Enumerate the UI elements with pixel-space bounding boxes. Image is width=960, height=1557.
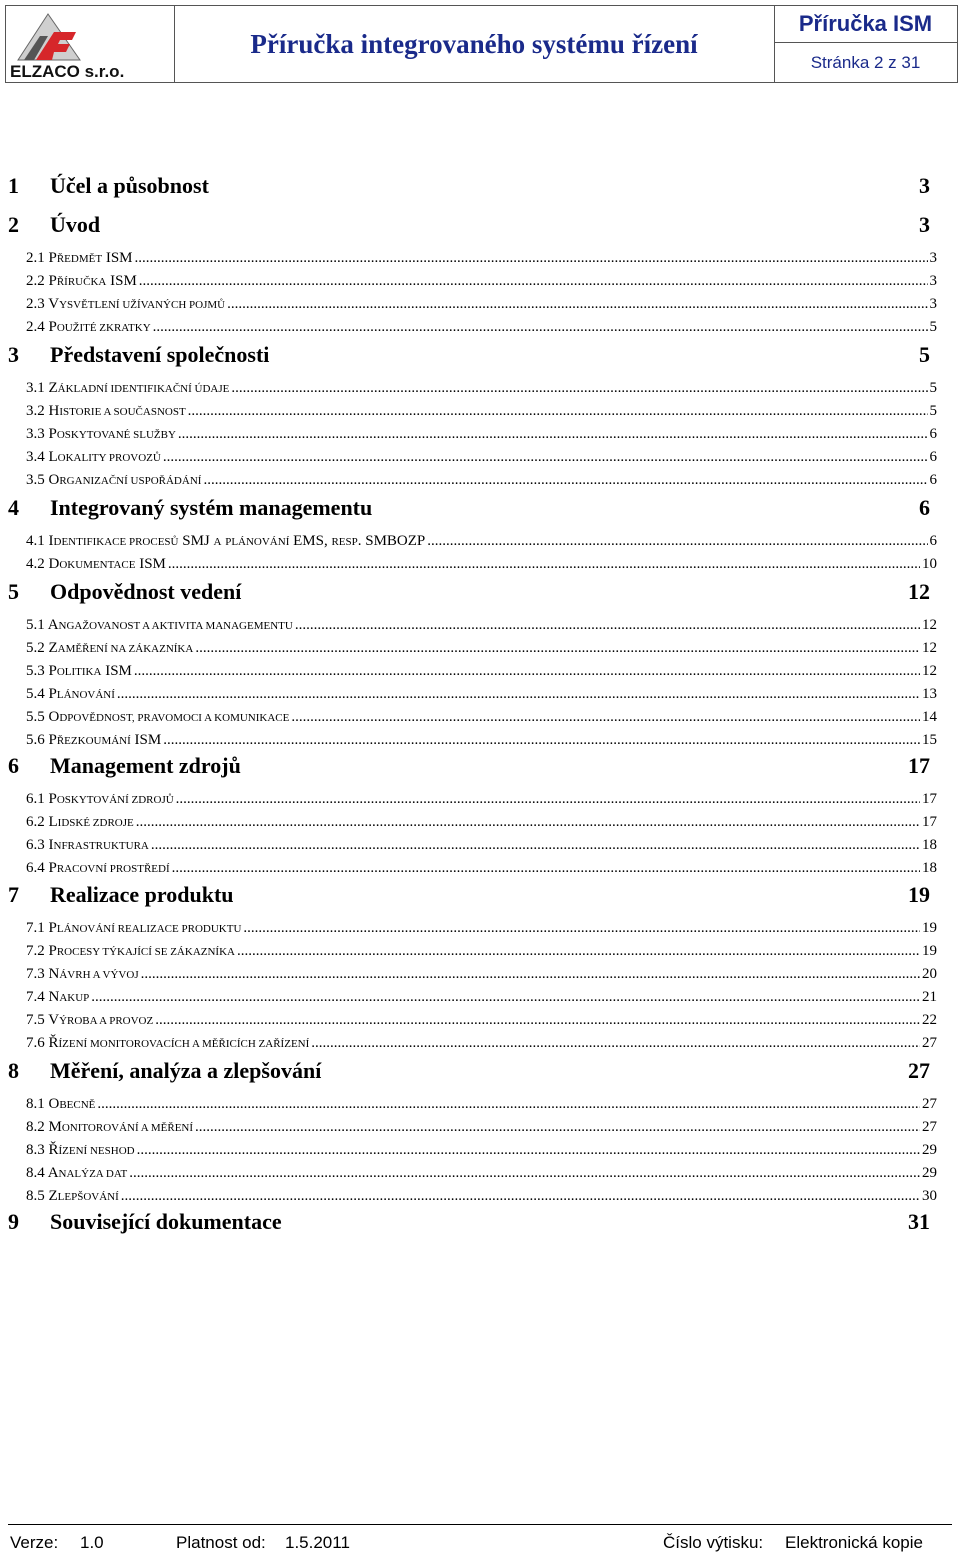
- section-page: 19: [922, 920, 937, 936]
- section-number: 2.4: [26, 319, 45, 335]
- section-number: 8.5: [26, 1188, 45, 1204]
- section-number: 3.1: [26, 380, 45, 396]
- section-title: ŘEZKOUMÁNÍ: [56, 735, 131, 747]
- section-title: LÁNOVÁNÍ: [56, 689, 115, 701]
- section-title: YSVĚTLENÍ UŽÍVANÝCH POJMŮ: [59, 299, 226, 311]
- toc-section[interactable]: [26, 1116, 937, 1138]
- section-label: [26, 660, 132, 682]
- dot-leader: [427, 530, 927, 552]
- page-number-info: Stránka 2 z 31: [810, 52, 921, 72]
- section-number: 6.4: [26, 860, 45, 876]
- section-number: 5.4: [26, 686, 45, 702]
- toc-section[interactable]: [26, 1093, 937, 1115]
- section-label: [26, 1093, 95, 1115]
- section-page: 12: [922, 617, 937, 633]
- section-title-initial: P: [48, 663, 57, 679]
- section-label: [26, 270, 137, 292]
- chapter-page: 12: [908, 579, 930, 604]
- toc-chapter[interactable]: [8, 492, 936, 524]
- section-number: 5.3: [26, 663, 45, 679]
- section-title-initial: Z: [48, 1188, 58, 1204]
- toc-section[interactable]: [26, 446, 937, 468]
- toc-chapter[interactable]: [8, 339, 936, 371]
- chapter-title: Měření, analýza a zlepšování: [50, 1058, 322, 1083]
- section-title: IDSKÉ ZDROJE: [57, 817, 134, 829]
- toc-chapter[interactable]: [8, 1206, 936, 1238]
- section-title-initial: A: [47, 1165, 59, 1181]
- section-label: [26, 963, 139, 985]
- section-page: 27: [922, 1119, 937, 1135]
- section-title-initial: D: [48, 556, 60, 572]
- chapter-title: Představení společnosti: [50, 342, 270, 367]
- section-title-initial: N: [48, 966, 60, 982]
- chapter-number: 5: [8, 579, 19, 604]
- toc-section[interactable]: [26, 423, 937, 445]
- dot-leader: [135, 247, 928, 269]
- section-label: [26, 400, 186, 422]
- section-title: LÁNOVÁNÍ REALIZACE PRODUKTU: [56, 923, 242, 935]
- section-number: 3.4: [26, 449, 45, 465]
- section-page: 6: [929, 449, 937, 465]
- section-number: 7.5: [26, 1012, 45, 1028]
- section-title-initial: H: [48, 403, 60, 419]
- section-title: RACOVNÍ PROSTŘEDÍ: [56, 863, 170, 875]
- section-page: 19: [922, 943, 937, 959]
- section-title-initial: L: [48, 449, 58, 465]
- section-label: [26, 553, 166, 575]
- page-header: [5, 5, 958, 83]
- section-title-initial: P: [48, 943, 57, 959]
- chapter-page: 6: [919, 495, 930, 520]
- section-page: 10: [922, 556, 937, 572]
- section-number: 2.3: [26, 296, 45, 312]
- section-title-initial: Ř: [48, 1035, 59, 1051]
- section-number: 5.1: [26, 617, 45, 633]
- toc-section[interactable]: [26, 1032, 937, 1054]
- chapter-title: Odpovědnost vedení: [50, 579, 242, 604]
- section-number: 7.1: [26, 920, 45, 936]
- elzaco-logo-icon: [14, 10, 84, 66]
- section-label: [26, 788, 174, 810]
- section-label: [26, 377, 229, 399]
- company-name: ELZACO s.r.o.: [10, 62, 125, 81]
- section-title-initial: I: [48, 837, 54, 853]
- dot-leader: [136, 811, 920, 833]
- validity-label: Platnost od:: [176, 1533, 266, 1552]
- toc-chapter[interactable]: [8, 170, 936, 202]
- section-title: AMĚŘENÍ NA ZÁKAZNÍKA: [57, 643, 194, 655]
- section-title: AKUP: [59, 992, 90, 1004]
- section-page: 14: [922, 709, 937, 725]
- section-title: ÍZENÍ NESHOD: [58, 1145, 135, 1157]
- section-label: [26, 706, 289, 728]
- section-title-initial: V: [48, 296, 60, 312]
- section-number: 4.1: [26, 533, 45, 549]
- section-label: [26, 247, 133, 269]
- section-title-initial: P: [48, 791, 57, 807]
- dot-leader: [243, 917, 920, 939]
- version-value: 1.0: [80, 1533, 104, 1552]
- toc-section[interactable]: [26, 293, 937, 315]
- chapter-number: 3: [8, 342, 19, 367]
- section-page: 27: [922, 1035, 937, 1051]
- section-label: [26, 1032, 309, 1054]
- section-title-initial: O: [48, 472, 60, 488]
- section-number: 8.4: [26, 1165, 45, 1181]
- toc-section[interactable]: [26, 660, 937, 682]
- section-title-initial: P: [48, 426, 57, 442]
- toc-section[interactable]: [26, 1162, 937, 1184]
- section-page: 3: [929, 273, 937, 289]
- section-label: [26, 530, 425, 552]
- copy-number-value: Elektronická kopie: [785, 1533, 923, 1552]
- section-title: ŘÍRUČKA: [56, 276, 107, 288]
- section-label: [26, 940, 235, 962]
- section-page: 5: [929, 380, 937, 396]
- dot-leader: [134, 660, 920, 682]
- chapter-page: 5: [919, 342, 930, 367]
- toc-chapter[interactable]: [8, 750, 936, 782]
- dot-leader: [137, 1139, 920, 1161]
- toc-section[interactable]: [26, 811, 937, 833]
- section-title-tail: ISM: [102, 250, 133, 266]
- chapter-title: Management zdrojů: [50, 753, 241, 778]
- section-label: [26, 729, 161, 751]
- section-page: 17: [922, 791, 937, 807]
- chapter-title: Úvod: [50, 212, 101, 237]
- footer-divider: [8, 1524, 952, 1525]
- chapter-page: 3: [919, 212, 930, 237]
- dot-leader: [295, 614, 920, 636]
- chapter-number: 6: [8, 753, 19, 778]
- section-number: 7.2: [26, 943, 45, 959]
- section-page: 22: [922, 1012, 937, 1028]
- toc-section[interactable]: [26, 788, 937, 810]
- dot-leader: [163, 446, 928, 468]
- toc-section[interactable]: [26, 940, 937, 962]
- toc-section[interactable]: [26, 729, 937, 751]
- section-title: ÍZENÍ MONITOROVACÍCH A MĚŘICÍCH ZAŘÍZENÍ: [58, 1038, 310, 1050]
- section-title-tail: ISM: [135, 556, 166, 572]
- section-title: ÁKLADNÍ IDENTIFIKAČNÍ ÚDAJE: [57, 383, 230, 395]
- section-number: 3.3: [26, 426, 45, 442]
- section-page: 6: [929, 472, 937, 488]
- section-page: 29: [922, 1165, 937, 1181]
- section-page: 3: [929, 296, 937, 312]
- section-page: 21: [922, 989, 937, 1005]
- section-title: RGANIZAČNÍ USPOŘÁDÁNÍ: [59, 475, 202, 487]
- section-title: BECNĚ: [59, 1099, 96, 1111]
- section-page: 6: [929, 426, 937, 442]
- dot-leader: [311, 1032, 920, 1054]
- dot-leader: [178, 423, 928, 445]
- section-title-initial: P: [48, 860, 57, 876]
- toc-section[interactable]: [26, 683, 937, 705]
- dot-leader: [91, 986, 920, 1008]
- section-number: 7.6: [26, 1035, 45, 1051]
- dot-leader: [163, 729, 920, 751]
- section-number: 3.5: [26, 472, 45, 488]
- section-label: [26, 1162, 127, 1184]
- section-page: 17: [922, 814, 937, 830]
- document-title: Příručka integrovaného systému řízení: [174, 6, 775, 82]
- section-number: 6.3: [26, 837, 45, 853]
- toc-section[interactable]: [26, 857, 937, 879]
- dot-leader: [176, 788, 920, 810]
- section-label: [26, 857, 170, 879]
- dot-leader: [155, 1009, 920, 1031]
- chapter-number: 8: [8, 1058, 19, 1083]
- section-title: OUŽITÉ ZKRATKY: [56, 322, 151, 334]
- section-label: [26, 683, 115, 705]
- section-title-tail: SMJ a plánování EMS, resp. SMBOZP: [178, 533, 426, 549]
- section-number: 6.1: [26, 791, 45, 807]
- section-title: LEPŠOVÁNÍ: [57, 1191, 119, 1203]
- dot-leader: [97, 1093, 920, 1115]
- section-label: [26, 986, 89, 1008]
- dot-leader: [227, 293, 927, 315]
- toc-chapter[interactable]: [8, 209, 936, 241]
- toc-section[interactable]: [26, 1185, 937, 1207]
- section-number: 3.2: [26, 403, 45, 419]
- section-title: ROCESY TÝKAJÍCÍ SE ZÁKAZNÍKA: [56, 946, 235, 958]
- toc-section[interactable]: [26, 637, 937, 659]
- section-title: NGAŽOVANOST A AKTIVITA MANAGEMENTU: [58, 620, 293, 632]
- section-page: 13: [922, 686, 937, 702]
- section-title: ISTORIE A SOUČASNOST: [59, 406, 186, 418]
- dot-leader: [195, 1116, 920, 1138]
- section-title-initial: I: [48, 533, 54, 549]
- section-title-initial: O: [48, 1096, 60, 1112]
- section-page: 6: [929, 533, 937, 549]
- dot-leader: [237, 940, 920, 962]
- section-title-initial: P: [48, 686, 57, 702]
- section-page: 30: [922, 1188, 937, 1204]
- toc-section[interactable]: [26, 270, 937, 292]
- section-title-initial: L: [48, 814, 58, 830]
- dot-leader: [195, 637, 920, 659]
- section-title: OSKYTOVANÉ SLUŽBY: [56, 429, 176, 441]
- section-title: NALÝZA DAT: [58, 1168, 128, 1180]
- section-title-initial: V: [48, 1012, 60, 1028]
- toc-section[interactable]: [26, 400, 937, 422]
- section-page: 29: [922, 1142, 937, 1158]
- section-title: OSKYTOVÁNÍ ZDROJŮ: [56, 794, 174, 806]
- toc-section[interactable]: [26, 553, 937, 575]
- toc-section[interactable]: [26, 530, 937, 552]
- chapter-page: 17: [908, 753, 930, 778]
- section-page: 5: [929, 403, 937, 419]
- copy-number-label: Číslo výtisku:: [663, 1533, 764, 1552]
- section-label: [26, 917, 241, 939]
- section-title: OKALITY PROVOZŮ: [57, 452, 161, 464]
- document-short-title: Příručka ISM: [774, 6, 957, 43]
- section-number: 5.5: [26, 709, 45, 725]
- section-page: 18: [922, 860, 937, 876]
- chapter-number: 7: [8, 882, 19, 907]
- dot-leader: [151, 834, 920, 856]
- chapter-title: Integrovaný systém managementu: [50, 495, 373, 520]
- section-number: 4.2: [26, 556, 45, 572]
- section-page: 3: [929, 250, 937, 266]
- section-label: [26, 1116, 193, 1138]
- chapter-title: Účel a působnost: [50, 173, 209, 198]
- section-title-initial: Z: [48, 640, 58, 656]
- dot-leader: [172, 857, 920, 879]
- section-page: 18: [922, 837, 937, 853]
- section-title-initial: A: [47, 617, 59, 633]
- toc-section[interactable]: [26, 1139, 937, 1161]
- dot-leader: [203, 469, 927, 491]
- version-label: Verze:: [10, 1533, 59, 1552]
- chapter-title: Související dokumentace: [50, 1209, 282, 1234]
- section-title-tail: ISM: [130, 732, 162, 748]
- section-title: ONITOROVÁNÍ A MĚŘENÍ: [61, 1122, 194, 1134]
- chapter-number: 2: [8, 212, 19, 237]
- chapter-title: Realizace produktu: [50, 882, 234, 907]
- dot-leader: [141, 963, 920, 985]
- section-number: 6.2: [26, 814, 45, 830]
- chapter-number: 1: [8, 173, 19, 198]
- company-logo: [6, 6, 175, 82]
- section-number: 2.1: [26, 250, 45, 266]
- section-page: 12: [922, 663, 937, 679]
- dot-leader: [121, 1185, 920, 1207]
- chapter-page: 31: [908, 1209, 930, 1234]
- section-number: 2.2: [26, 273, 45, 289]
- section-label: [26, 811, 134, 833]
- section-title: ŘEDMĚT: [56, 253, 103, 265]
- section-title: OKUMENTACE: [59, 559, 136, 571]
- section-page: 5: [929, 319, 937, 335]
- section-title-initial: P: [48, 920, 57, 936]
- toc-section[interactable]: [26, 316, 937, 338]
- section-number: 8.2: [26, 1119, 45, 1135]
- dot-leader: [168, 553, 920, 575]
- section-page: 20: [922, 966, 937, 982]
- toc-section[interactable]: [26, 247, 937, 269]
- section-label: [26, 316, 151, 338]
- section-label: [26, 637, 193, 659]
- section-title-initial: N: [48, 989, 60, 1005]
- section-label: [26, 1185, 119, 1207]
- toc-section[interactable]: [26, 469, 937, 491]
- toc-section[interactable]: [26, 917, 937, 939]
- dot-leader: [231, 377, 927, 399]
- chapter-page: 3: [919, 173, 930, 198]
- section-page: 27: [922, 1096, 937, 1112]
- toc-section[interactable]: [26, 1009, 937, 1031]
- section-title: DENTIFIKACE PROCESŮ: [53, 536, 179, 548]
- toc-section[interactable]: [26, 706, 937, 728]
- toc-section[interactable]: [26, 834, 937, 856]
- toc-section[interactable]: [26, 377, 937, 399]
- section-number: 5.6: [26, 732, 45, 748]
- section-number: 8.3: [26, 1142, 45, 1158]
- section-number: 5.2: [26, 640, 45, 656]
- section-title: OLITIKA: [56, 666, 102, 678]
- section-page: 15: [922, 732, 937, 748]
- toc-section[interactable]: [26, 963, 937, 985]
- section-title-tail: ISM: [106, 273, 137, 289]
- dot-leader: [291, 706, 920, 728]
- section-title-initial: Ř: [48, 1142, 59, 1158]
- section-label: [26, 1009, 153, 1031]
- section-label: [26, 423, 176, 445]
- section-title-initial: O: [48, 709, 60, 725]
- chapter-number: 9: [8, 1209, 19, 1234]
- section-title: ÁVRH A VÝVOJ: [59, 969, 139, 981]
- chapter-number: 4: [8, 495, 19, 520]
- section-label: [26, 614, 293, 636]
- section-label: [26, 446, 161, 468]
- section-number: 7.3: [26, 966, 45, 982]
- section-title: NFRASTRUKTURA: [53, 840, 149, 852]
- section-label: [26, 469, 201, 491]
- dot-leader: [117, 683, 920, 705]
- dot-leader: [139, 270, 928, 292]
- section-number: 7.4: [26, 989, 45, 1005]
- section-title-initial: P: [48, 732, 57, 748]
- toc-chapter[interactable]: [8, 576, 936, 608]
- section-page: 12: [922, 640, 937, 656]
- chapter-page: 19: [908, 882, 930, 907]
- section-title-initial: P: [48, 273, 57, 289]
- toc-section[interactable]: [26, 614, 937, 636]
- section-number: 8.1: [26, 1096, 45, 1112]
- section-title: DPOVĚDNOST, PRAVOMOCI A KOMUNIKACE: [59, 712, 290, 724]
- dot-leader: [153, 316, 928, 338]
- dot-leader: [188, 400, 928, 422]
- section-title-initial: Z: [48, 380, 58, 396]
- toc-chapter[interactable]: [8, 1055, 936, 1087]
- section-title-initial: P: [48, 319, 57, 335]
- section-label: [26, 1139, 135, 1161]
- section-title-initial: M: [48, 1119, 62, 1135]
- section-title-initial: P: [48, 250, 57, 266]
- section-title-tail: ISM: [101, 663, 132, 679]
- chapter-page: 27: [908, 1058, 930, 1083]
- toc-section[interactable]: [26, 986, 937, 1008]
- section-label: [26, 293, 225, 315]
- toc-chapter[interactable]: [8, 879, 936, 911]
- section-title: ÝROBA A PROVOZ: [59, 1015, 154, 1027]
- validity-date: 1.5.2011: [285, 1533, 350, 1552]
- section-label: [26, 834, 149, 856]
- dot-leader: [129, 1162, 920, 1184]
